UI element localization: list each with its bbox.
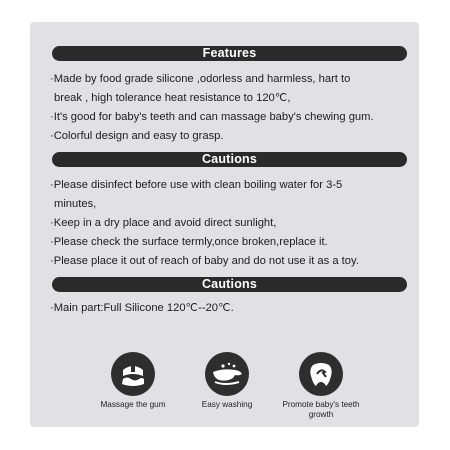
features-list	[50, 70, 420, 146]
list-item: ·Colorful design and easy to grasp.	[50, 130, 224, 142]
list-item: ·Please disinfect before use with clean boiling water for 3-5 minutes,	[50, 179, 343, 210]
feature-icons-row	[100, 352, 360, 422]
cautions-list	[50, 176, 420, 271]
list-item: ·Made by food grade silicone ,odorless and harmless, hart to break , high tolerance heat resistance to 120℃,	[50, 73, 351, 104]
list-item: ·Please check the surface termly,once broken,replace it.	[50, 236, 328, 248]
list-item: ·Please place it out of reach of baby and do not use it as a toy.	[50, 255, 359, 267]
material-cautions-banner: Cautions	[52, 277, 407, 292]
washing-hands-icon	[205, 352, 249, 396]
gum-massage-icon	[111, 352, 155, 396]
icon-item-teeth: Promote baby's teeth growth	[276, 352, 366, 420]
tooth-growth-icon	[299, 352, 343, 396]
material-list	[50, 299, 420, 318]
icon-item-massage: Massage the gum	[88, 352, 178, 410]
features-banner: Features	[52, 46, 407, 61]
list-item: ·It's good for baby's teeth and can massage baby's chewing gum.	[50, 111, 374, 123]
list-item: ·Main part:Full Silicone 120℃--20℃.	[50, 302, 234, 314]
icon-item-washing: Easy washing	[182, 352, 272, 410]
cautions-banner: Cautions	[52, 152, 407, 167]
list-item: ·Keep in a dry place and avoid direct sunlight,	[50, 217, 277, 229]
